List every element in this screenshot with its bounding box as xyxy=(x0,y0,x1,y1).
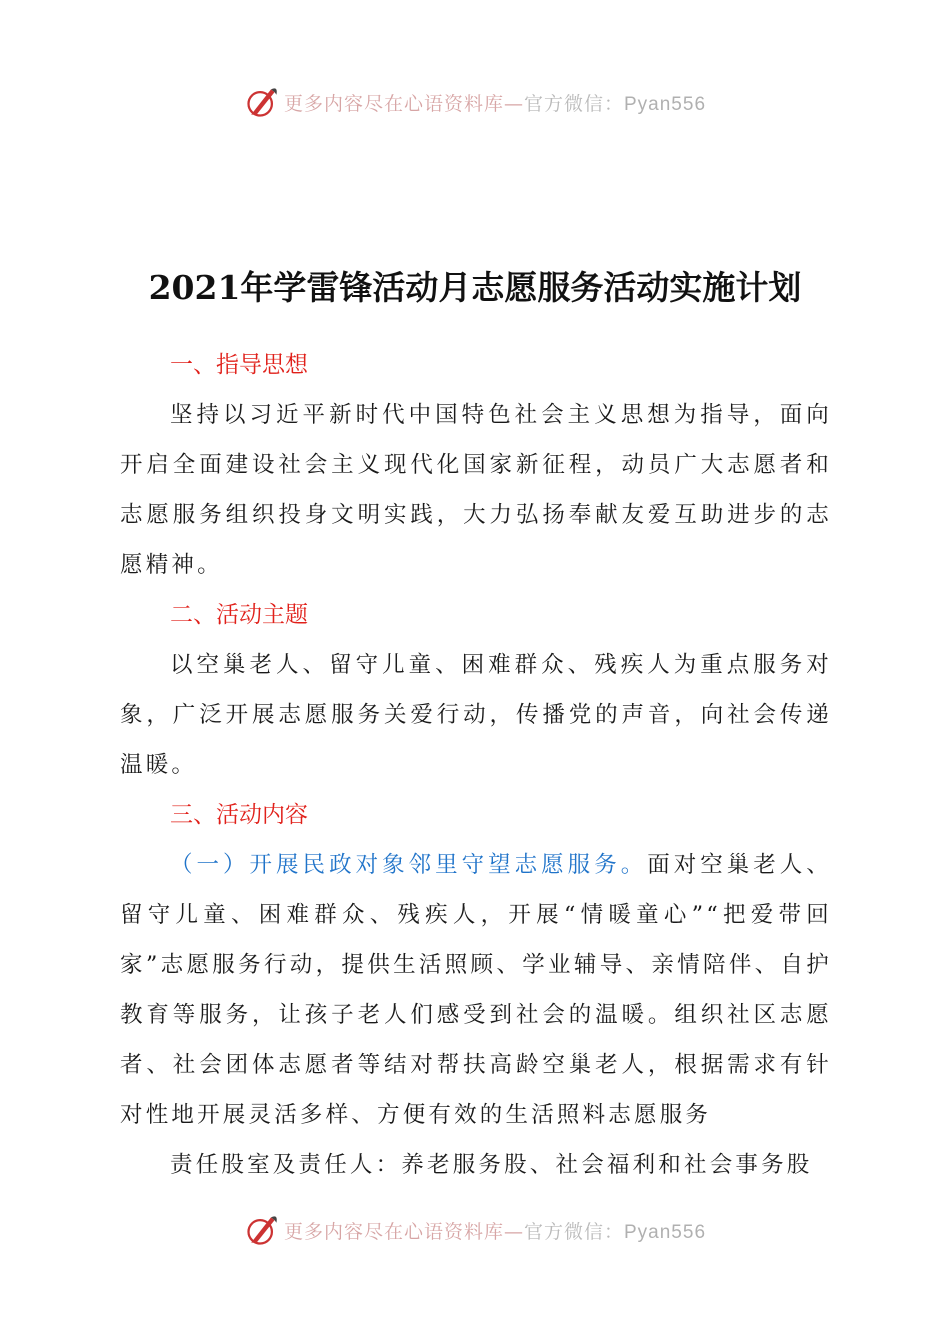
section-heading-activity-theme: 二、活动主题 xyxy=(170,602,308,628)
section-heading-guiding-ideology: 一、指导思想 xyxy=(170,352,308,378)
section-paragraph: 坚持以习近平新时代中国特色社会主义思想为指导，面向开启全面建设社会主义现代化国家新征程，动员广大志愿者和志愿服务组织投身文明实践，大力弘扬奉献友爱互助进步的志愿精神。 xyxy=(120,402,832,578)
watermark-text: 更多内容尽在心语资料库—官方微信：Pyan556 xyxy=(283,92,707,115)
section-heading-activity-content: 三、活动内容 xyxy=(170,802,308,828)
document-body xyxy=(120,340,832,1190)
sub-heading: （一）开展民政对象邻里守望志愿服务。 xyxy=(170,852,648,878)
section-paragraph xyxy=(120,840,832,1140)
quill-logo-icon xyxy=(244,1212,280,1248)
watermark-text: 更多内容尽在心语资料库—官方微信：Pyan556 xyxy=(283,1220,707,1243)
document-title: 2021年学雷锋活动月志愿服务活动实施计划 xyxy=(148,268,802,307)
header-watermark xyxy=(0,82,950,122)
quill-logo-icon xyxy=(244,84,280,120)
section-paragraph: 以空巢老人、留守儿童、困难群众、残疾人为重点服务对象，广泛开展志愿服务关爱行动，传播党的声音，向社会传递温暖。 xyxy=(120,652,832,778)
footer-watermark xyxy=(0,1210,950,1250)
sub-paragraph-text: 面对空巢老人、留守儿童、困难群众、残疾人，开展“情暖童心”“把爱带回家”志愿服务行动，提供生活照顾、学业辅导、亲情陪伴、自护教育等服务，让孩子老人们感受到社会的温暖。组织社区志愿者、社会团体志愿者等结对帮扶高龄空巢老人，根据需求有针对性地开展灵活多样、方便有效的生活照料志愿服务 xyxy=(120,852,832,1128)
responsibility-line: 责任股室及责任人：养老服务股、社会福利和社会事务股 xyxy=(170,1152,813,1178)
